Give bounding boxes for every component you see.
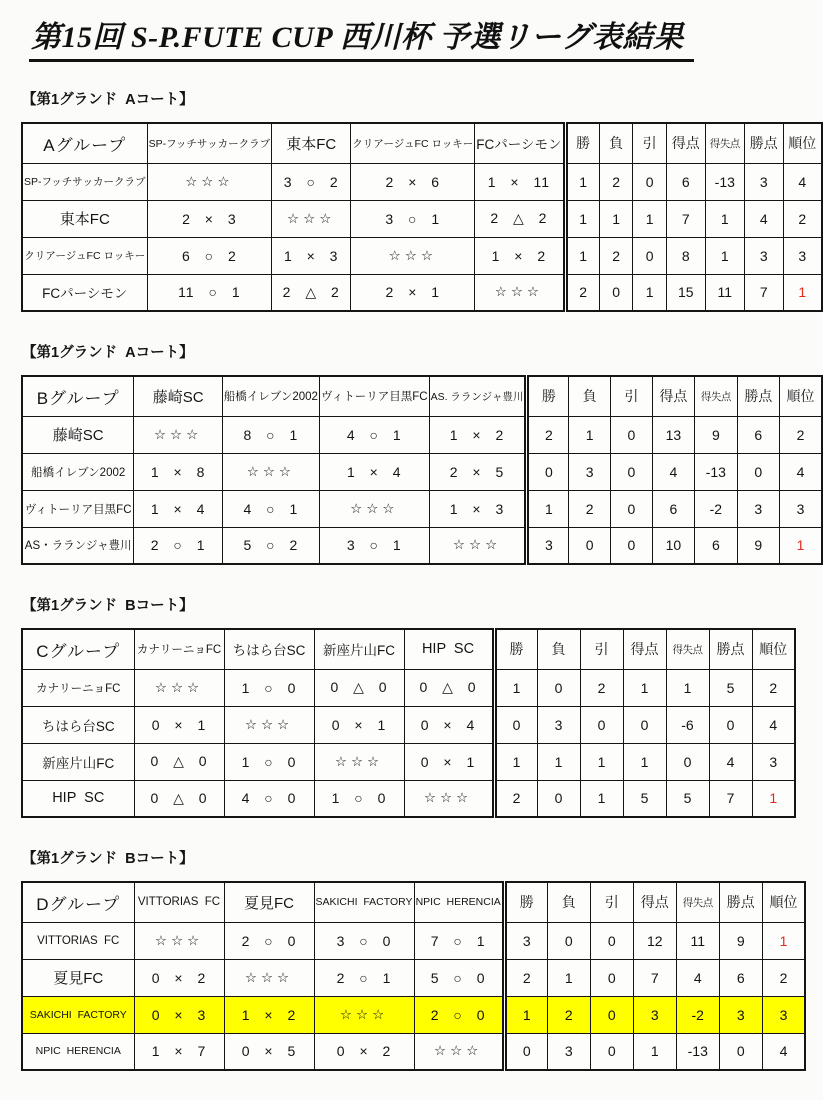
stat-value-cell: 3 (504, 922, 547, 959)
match-result-cell: 1 ○ 0 (224, 669, 314, 706)
match-result-cell: 0 △ 0 (134, 743, 224, 780)
stat-value-cell: 3 (744, 237, 783, 274)
opponent-header-cell: AS. ラランジャ豊川 (429, 376, 527, 416)
match-result-cell: 8 ○ 1 (222, 416, 319, 453)
table-row (22, 416, 822, 453)
stat-value-cell: 0 (610, 453, 652, 490)
table-row (22, 490, 822, 527)
stat-value-cell: 6 (666, 163, 705, 200)
opponent-header-cell: 新座片山FC (314, 629, 404, 669)
stat-value-cell: 3 (527, 527, 569, 564)
stat-value-cell: 1 (705, 237, 744, 274)
header-row (22, 123, 822, 163)
stat-value-cell: 0 (623, 706, 666, 743)
rank-cell: 3 (762, 996, 805, 1033)
rank-cell: 1 (762, 922, 805, 959)
team-name-cell: 新座片山FC (22, 743, 134, 780)
match-result-cell: ☆☆☆ (222, 453, 319, 490)
stat-value-cell: 8 (666, 237, 705, 274)
stats-header-cell: 負 (547, 882, 590, 922)
match-result-cell: 1 ○ 0 (224, 743, 314, 780)
stats-header-cell: 勝 (527, 376, 569, 416)
stat-value-cell: 0 (610, 416, 652, 453)
stats-header-cell: 負 (599, 123, 633, 163)
stat-value-cell: 0 (599, 274, 633, 311)
match-result-cell: 5 ○ 2 (222, 527, 319, 564)
stat-value-cell: 5 (623, 780, 666, 817)
match-result-cell: 0 × 1 (314, 706, 404, 743)
stat-value-cell: -2 (676, 996, 719, 1033)
table-row (22, 527, 822, 564)
stats-header-cell: 得失点 (705, 123, 744, 163)
team-name-cell: FCパーシモン (22, 274, 147, 311)
match-result-cell: 6 ○ 2 (147, 237, 272, 274)
match-result-cell: ☆☆☆ (429, 527, 527, 564)
stats-header-cell: 順位 (783, 123, 822, 163)
stat-value-cell: 1 (705, 200, 744, 237)
league-table-d (21, 881, 806, 1071)
stat-value-cell: 1 (527, 490, 569, 527)
stat-value-cell: 2 (504, 959, 547, 996)
match-result-cell: ☆☆☆ (404, 780, 494, 817)
table-row (22, 453, 822, 490)
team-name-cell: クリアージュFC ロッキー (22, 237, 147, 274)
match-result-cell: 1 × 8 (134, 453, 222, 490)
stat-value-cell: 2 (599, 163, 633, 200)
stat-value-cell: 3 (737, 490, 779, 527)
match-result-cell: 2 × 5 (429, 453, 527, 490)
group-label-cell: Bグループ (22, 376, 134, 416)
stats-header-cell: 勝点 (719, 882, 762, 922)
stats-header-cell: 引 (610, 376, 652, 416)
stat-value-cell: 1 (494, 743, 537, 780)
stats-header-cell: 負 (537, 629, 580, 669)
stat-value-cell: 0 (610, 490, 652, 527)
stat-value-cell: 15 (666, 274, 705, 311)
header-row (22, 882, 805, 922)
opponent-header-cell: VITTORIAS FC (134, 882, 224, 922)
match-result-cell: 2 ○ 0 (414, 996, 504, 1033)
match-result-cell: ☆☆☆ (147, 163, 272, 200)
opponent-header-cell: NPIC HERENCIA (414, 882, 504, 922)
stats-header-cell: 引 (580, 629, 623, 669)
rank-cell: 3 (783, 237, 822, 274)
stats-header-cell: 得点 (633, 882, 676, 922)
stat-value-cell: 2 (494, 780, 537, 817)
stat-value-cell: -13 (705, 163, 744, 200)
stats-header-cell: 順位 (752, 629, 795, 669)
league-table-c (21, 628, 796, 818)
rank-cell: 1 (783, 274, 822, 311)
stat-value-cell: 5 (666, 780, 709, 817)
section-heading: 【第1グランド Bコート】 (22, 851, 194, 867)
match-result-cell: ☆☆☆ (134, 669, 224, 706)
match-result-cell: 1 × 7 (134, 1033, 224, 1070)
table-row (22, 743, 795, 780)
rank-cell: 2 (762, 959, 805, 996)
stat-value-cell: 3 (633, 996, 676, 1033)
stats-header-cell: 得点 (623, 629, 666, 669)
stat-value-cell: 0 (527, 453, 569, 490)
stat-value-cell: 3 (569, 453, 611, 490)
stat-value-cell: 1 (569, 416, 611, 453)
stats-header-cell: 順位 (780, 376, 822, 416)
match-result-cell: 0 △ 0 (134, 780, 224, 817)
stat-value-cell: 7 (709, 780, 752, 817)
rank-cell: 4 (783, 163, 822, 200)
opponent-header-cell: クリアージュFC ロッキー (351, 123, 475, 163)
opponent-header-cell: HIP SC (404, 629, 494, 669)
match-result-cell: 0 × 1 (404, 743, 494, 780)
team-name-cell: 東本FC (22, 200, 147, 237)
table-row (22, 274, 822, 311)
stat-value-cell: 1 (547, 959, 590, 996)
match-result-cell: 1 × 3 (429, 490, 527, 527)
match-result-cell: 1 × 2 (429, 416, 527, 453)
stat-value-cell: 0 (504, 1033, 547, 1070)
stats-header-cell: 得失点 (676, 882, 719, 922)
match-result-cell: ☆☆☆ (314, 743, 404, 780)
match-result-cell: 2 ○ 0 (224, 922, 314, 959)
match-result-cell: 4 ○ 1 (319, 416, 429, 453)
group-label-cell: Cグループ (22, 629, 134, 669)
stat-value-cell: 1 (494, 669, 537, 706)
stat-value-cell: 1 (599, 200, 633, 237)
match-result-cell: ☆☆☆ (351, 237, 475, 274)
table-row (22, 922, 805, 959)
stat-value-cell: 2 (547, 996, 590, 1033)
stat-value-cell: 0 (590, 922, 633, 959)
stat-value-cell: 0 (709, 706, 752, 743)
rank-cell: 2 (783, 200, 822, 237)
match-result-cell: 0 △ 0 (314, 669, 404, 706)
match-result-cell: 5 ○ 0 (414, 959, 504, 996)
stat-value-cell: 1 (623, 669, 666, 706)
section-heading: 【第1グランド Bコート】 (22, 598, 194, 614)
stat-value-cell: 9 (719, 922, 762, 959)
stat-value-cell: 3 (537, 706, 580, 743)
match-result-cell: 4 ○ 1 (222, 490, 319, 527)
table-row (22, 996, 805, 1033)
match-result-cell: ☆☆☆ (224, 959, 314, 996)
match-result-cell: ☆☆☆ (272, 200, 351, 237)
stats-header-cell: 負 (569, 376, 611, 416)
match-result-cell: 2 ○ 1 (314, 959, 414, 996)
stat-value-cell: 6 (737, 416, 779, 453)
stats-header-cell: 勝 (504, 882, 547, 922)
stat-value-cell: 11 (705, 274, 744, 311)
header-row (22, 376, 822, 416)
match-result-cell: ☆☆☆ (134, 922, 224, 959)
league-table-b (21, 375, 823, 565)
match-result-cell: 0 × 4 (404, 706, 494, 743)
stats-header-cell: 得失点 (666, 629, 709, 669)
stat-value-cell: 0 (569, 527, 611, 564)
match-result-cell: 3 ○ 0 (314, 922, 414, 959)
match-result-cell: 3 ○ 1 (351, 200, 475, 237)
stat-value-cell: 2 (565, 274, 599, 311)
stat-value-cell: 6 (719, 959, 762, 996)
stat-value-cell: 0 (610, 527, 652, 564)
match-result-cell: ☆☆☆ (475, 274, 565, 311)
match-result-cell: 1 × 2 (475, 237, 565, 274)
tables-root (21, 88, 823, 1071)
stat-value-cell: 10 (652, 527, 694, 564)
table-row (22, 200, 822, 237)
stats-header-cell: 勝点 (744, 123, 783, 163)
team-name-cell: HIP SC (22, 780, 134, 817)
stat-value-cell: 4 (652, 453, 694, 490)
stat-value-cell: 9 (695, 416, 738, 453)
table-row (22, 706, 795, 743)
stat-value-cell: 0 (590, 996, 633, 1033)
stat-value-cell: 7 (633, 959, 676, 996)
team-name-cell: AS・ラランジャ豊川 (22, 527, 134, 564)
stat-value-cell: 1 (504, 996, 547, 1033)
stat-value-cell: 0 (590, 1033, 633, 1070)
opponent-header-cell: 藤崎SC (134, 376, 222, 416)
stat-value-cell: 7 (666, 200, 705, 237)
match-result-cell: 4 ○ 0 (224, 780, 314, 817)
opponent-header-cell: SP-フッチサッカークラブ (147, 123, 272, 163)
rank-cell: 4 (762, 1033, 805, 1070)
match-result-cell: 2 × 1 (351, 274, 475, 311)
stat-value-cell: 1 (633, 274, 667, 311)
stat-value-cell: 1 (537, 743, 580, 780)
stat-value-cell: 0 (547, 922, 590, 959)
stats-header-cell: 引 (590, 882, 633, 922)
rank-cell: 4 (752, 706, 795, 743)
stats-header-cell: 勝 (494, 629, 537, 669)
stat-value-cell: 13 (652, 416, 694, 453)
section-heading: 【第1グランド Aコート】 (22, 92, 194, 108)
opponent-header-cell: ちはら台SC (224, 629, 314, 669)
stat-value-cell: 7 (744, 274, 783, 311)
table-row (22, 669, 795, 706)
opponent-header-cell: 船橋イレブン2002 (222, 376, 319, 416)
stat-value-cell: 1 (565, 200, 599, 237)
opponent-header-cell: カナリーニョFC (134, 629, 224, 669)
match-result-cell: 0 × 2 (314, 1033, 414, 1070)
match-result-cell: 0 × 2 (134, 959, 224, 996)
match-result-cell: ☆☆☆ (319, 490, 429, 527)
match-result-cell: 0 △ 0 (404, 669, 494, 706)
stat-value-cell: 1 (633, 200, 667, 237)
stats-header-cell: 得点 (652, 376, 694, 416)
stat-value-cell: 11 (676, 922, 719, 959)
table-row (22, 163, 822, 200)
match-result-cell: 7 ○ 1 (414, 922, 504, 959)
stat-value-cell: 2 (569, 490, 611, 527)
stat-value-cell: 0 (537, 780, 580, 817)
stat-value-cell: 1 (633, 1033, 676, 1070)
match-result-cell: 2 × 3 (147, 200, 272, 237)
stats-header-cell: 勝 (565, 123, 599, 163)
stats-header-cell: 引 (633, 123, 667, 163)
match-result-cell: 2 ○ 1 (134, 527, 222, 564)
match-result-cell: 0 × 1 (134, 706, 224, 743)
team-name-cell: NPIC HERENCIA (22, 1033, 134, 1070)
stat-value-cell: 2 (599, 237, 633, 274)
stat-value-cell: 0 (737, 453, 779, 490)
team-name-cell: ヴィトーリア目黒FC (22, 490, 134, 527)
stat-value-cell: -13 (695, 453, 738, 490)
group-label-cell: Dグループ (22, 882, 134, 922)
stat-value-cell: 4 (709, 743, 752, 780)
match-result-cell: 11 ○ 1 (147, 274, 272, 311)
stat-value-cell: 0 (633, 237, 667, 274)
rank-cell: 2 (780, 416, 822, 453)
stat-value-cell: 0 (590, 959, 633, 996)
stat-value-cell: 3 (719, 996, 762, 1033)
team-name-cell: SP-フッチサッカークラブ (22, 163, 147, 200)
opponent-header-cell: FCパーシモン (475, 123, 565, 163)
team-name-cell: 船橋イレブン2002 (22, 453, 134, 490)
match-result-cell: 2 × 6 (351, 163, 475, 200)
stat-value-cell: 12 (633, 922, 676, 959)
stat-value-cell: 3 (744, 163, 783, 200)
team-name-cell: ちはら台SC (22, 706, 134, 743)
stat-value-cell: 1 (580, 743, 623, 780)
rank-cell: 1 (752, 780, 795, 817)
stat-value-cell: 0 (580, 706, 623, 743)
stat-value-cell: 2 (580, 669, 623, 706)
header-row (22, 629, 795, 669)
match-result-cell: 3 ○ 2 (272, 163, 351, 200)
league-table-a (21, 122, 823, 312)
match-result-cell: 3 ○ 1 (319, 527, 429, 564)
opponent-header-cell: ヴィトーリア目黒FC (319, 376, 429, 416)
stat-value-cell: 1 (580, 780, 623, 817)
stat-value-cell: 1 (623, 743, 666, 780)
stat-value-cell: 3 (547, 1033, 590, 1070)
stat-value-cell: 0 (537, 669, 580, 706)
rank-cell: 1 (780, 527, 822, 564)
section-heading: 【第1グランド Aコート】 (22, 345, 194, 361)
match-result-cell: 1 × 4 (319, 453, 429, 490)
match-result-cell: 1 × 11 (475, 163, 565, 200)
stat-value-cell: 4 (676, 959, 719, 996)
opponent-header-cell: 夏見FC (224, 882, 314, 922)
match-result-cell: 2 △ 2 (272, 274, 351, 311)
table-row (22, 1033, 805, 1070)
stat-value-cell: 0 (633, 163, 667, 200)
rank-cell: 3 (780, 490, 822, 527)
opponent-header-cell: 東本FC (272, 123, 351, 163)
match-result-cell: 2 △ 2 (475, 200, 565, 237)
match-result-cell: ☆☆☆ (134, 416, 222, 453)
stat-value-cell: -6 (666, 706, 709, 743)
stat-value-cell: -2 (695, 490, 738, 527)
stat-value-cell: 5 (709, 669, 752, 706)
team-name-cell: 夏見FC (22, 959, 134, 996)
stats-header-cell: 得点 (666, 123, 705, 163)
match-result-cell: ☆☆☆ (314, 996, 414, 1033)
table-row (22, 237, 822, 274)
stat-value-cell: -13 (676, 1033, 719, 1070)
stat-value-cell: 4 (744, 200, 783, 237)
rank-cell: 3 (752, 743, 795, 780)
group-label-cell: Aグループ (22, 123, 147, 163)
rank-cell: 4 (780, 453, 822, 490)
stat-value-cell: 1 (666, 669, 709, 706)
stats-header-cell: 得失点 (695, 376, 738, 416)
stat-value-cell: 0 (719, 1033, 762, 1070)
stat-value-cell: 1 (565, 163, 599, 200)
match-result-cell: 0 × 3 (134, 996, 224, 1033)
match-result-cell: 1 × 2 (224, 996, 314, 1033)
match-result-cell: ☆☆☆ (414, 1033, 504, 1070)
team-name-cell: SAKICHI FACTORY (22, 996, 134, 1033)
stat-value-cell: 1 (565, 237, 599, 274)
match-result-cell: 1 ○ 0 (314, 780, 404, 817)
stat-value-cell: 6 (695, 527, 738, 564)
stats-header-cell: 勝点 (709, 629, 752, 669)
stat-value-cell: 6 (652, 490, 694, 527)
match-result-cell: 1 × 3 (272, 237, 351, 274)
stat-value-cell: 0 (666, 743, 709, 780)
team-name-cell: 藤崎SC (22, 416, 134, 453)
stat-value-cell: 9 (737, 527, 779, 564)
stat-value-cell: 0 (494, 706, 537, 743)
match-result-cell: 1 × 4 (134, 490, 222, 527)
table-row (22, 959, 805, 996)
stats-header-cell: 順位 (762, 882, 805, 922)
stats-header-cell: 勝点 (737, 376, 779, 416)
team-name-cell: カナリーニョFC (22, 669, 134, 706)
stat-value-cell: 2 (527, 416, 569, 453)
rank-cell: 2 (752, 669, 795, 706)
opponent-header-cell: SAKICHI FACTORY (314, 882, 414, 922)
match-result-cell: 0 × 5 (224, 1033, 314, 1070)
team-name-cell: VITTORIAS FC (22, 922, 134, 959)
match-result-cell: ☆☆☆ (224, 706, 314, 743)
table-row (22, 780, 795, 817)
page-title: 第15回 S-P.FUTE CUP 西川杯 予選リーグ表結果 (29, 12, 694, 62)
